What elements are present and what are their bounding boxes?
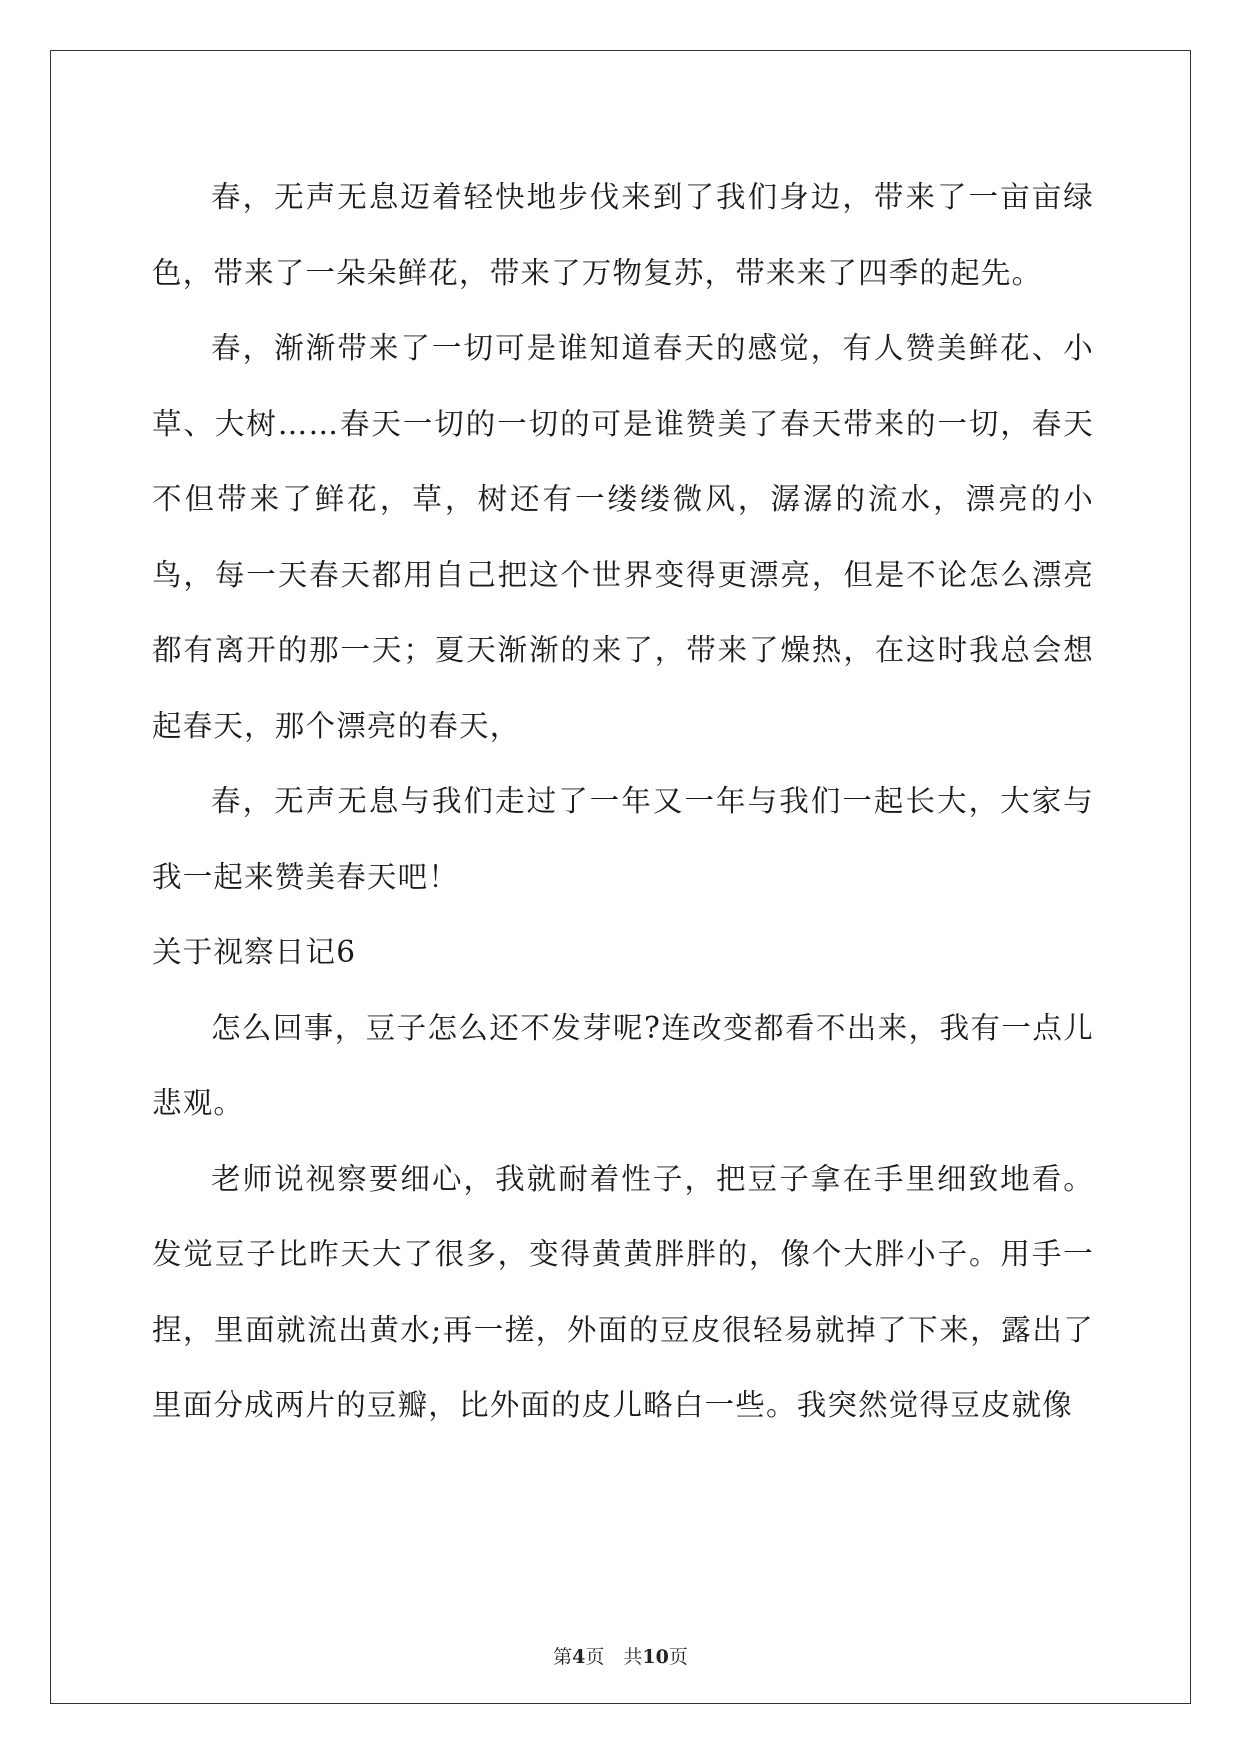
paragraph: 春，无声无息迈着轻快地步伐来到了我们身边，带来了一亩亩绿色，带来了一朵朵鲜花，带来了万物复苏，带来来了四季的起先。	[152, 180, 1094, 290]
footer-suffix: 页	[668, 1646, 688, 1668]
document-body	[152, 160, 1094, 1444]
footer-prefix: 第	[553, 1646, 573, 1668]
page-footer	[0, 1642, 1241, 1669]
paragraph: 春，渐渐带来了一切可是谁知道春天的感觉，有人赞美鲜花、小草、大树……春天一切的一切的可是谁赞美了春天带来的一切，春天不但带来了鲜花，草，树还有一缕缕微风，潺潺的流水，漂亮的小鸟，每一天春天都用自己把这个世界变得更漂亮，但是不论怎么漂亮都有离开的那一天；夏天渐渐的来了，带来了燥热，在这时我总会想起春天，那个漂亮的春天，	[152, 331, 1094, 743]
paragraph: 春，无声无息与我们走过了一年又一年与我们一起长大，大家与我一起来赞美春天吧！	[152, 784, 1094, 894]
paragraph: 老师说视察要细心，我就耐着性子，把豆子拿在手里细致地看。发觉豆子比昨天大了很多，变得黄黄胖胖的，像个大胖小子。用手一捏，里面就流出黄水;再一搓，外面的豆皮很轻易就掉了下来，露出了里面分成两片的豆瓣，比外面的皮儿略白一些。我突然觉得豆皮就像	[152, 1161, 1094, 1422]
section-heading: 关于视察日记6	[152, 935, 357, 969]
footer-middle: 页 共	[585, 1646, 643, 1668]
current-page-number: 4	[572, 1646, 586, 1668]
total-pages-number: 10	[642, 1646, 669, 1668]
paragraph: 怎么回事，豆子怎么还不发芽呢?连改变都看不出来，我有一点儿悲观。	[152, 1010, 1094, 1120]
